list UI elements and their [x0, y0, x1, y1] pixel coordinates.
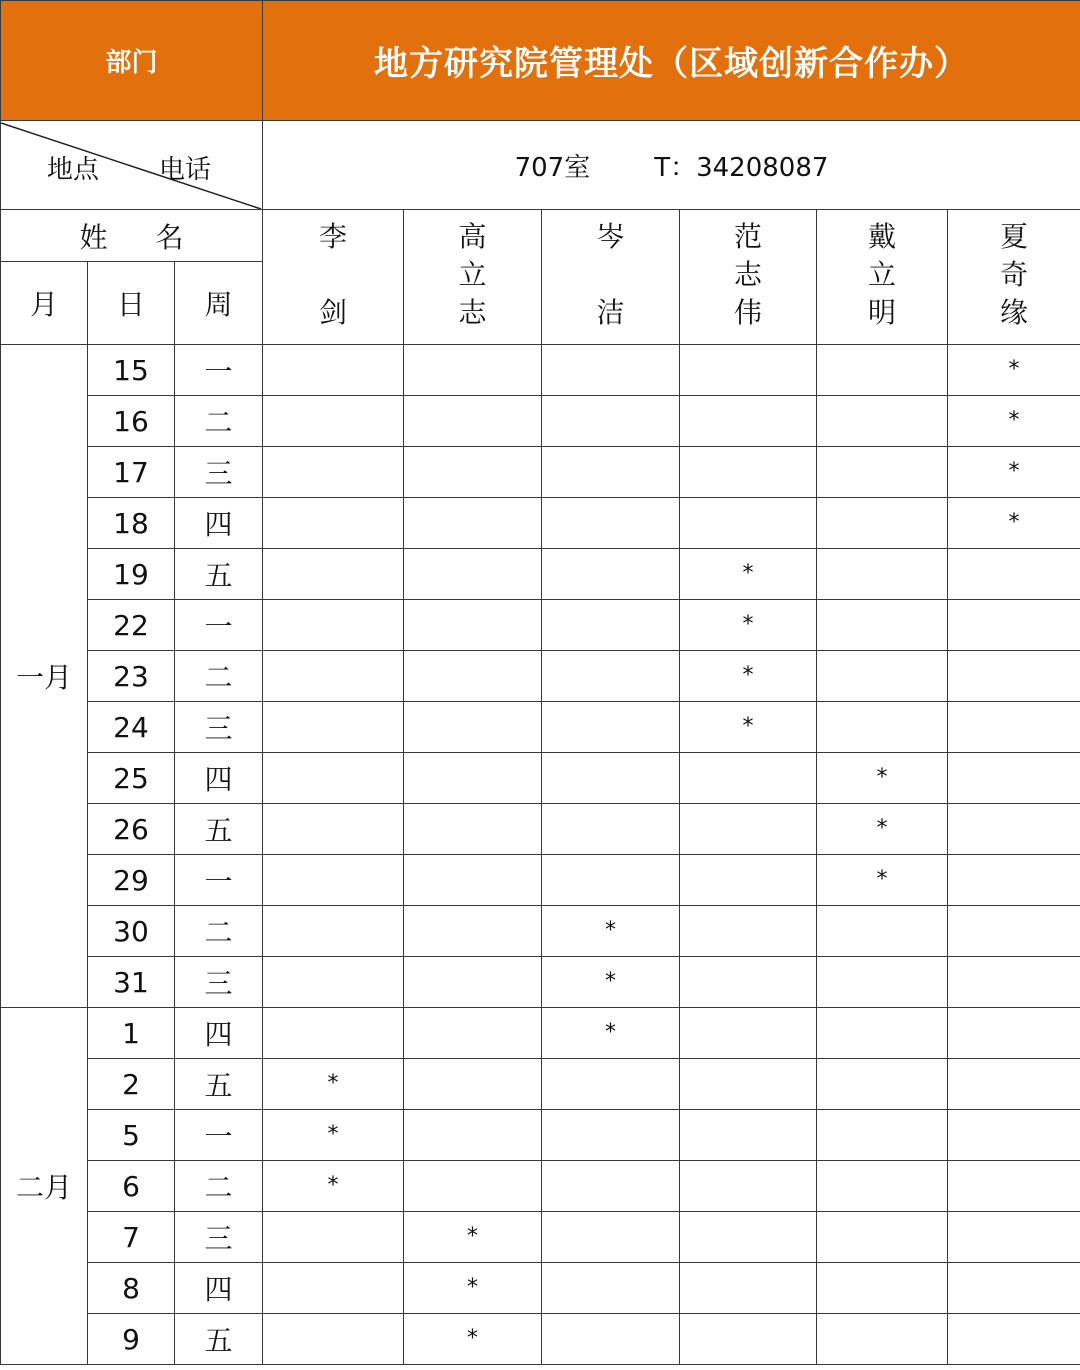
weekday-column-label: 周: [175, 262, 263, 345]
duty-cell: [948, 345, 1080, 396]
day-cell: 5: [88, 1110, 175, 1161]
duty-cell: [680, 1212, 817, 1263]
month-cell: 一月: [1, 345, 88, 1008]
duty-cell: [948, 396, 1080, 447]
duty-cell: [542, 600, 680, 651]
day-row: [1, 447, 1080, 498]
duty-cell: [542, 753, 680, 804]
duty-cell: [404, 855, 542, 906]
duty-cell: [542, 1110, 680, 1161]
duty-mark: *: [605, 1019, 616, 1045]
duty-cell: [680, 651, 817, 702]
duty-cell: [817, 702, 948, 753]
person-name-char: 夏: [1000, 220, 1029, 253]
duty-cell: [404, 1110, 542, 1161]
day-row: [1, 345, 1080, 396]
duty-cell: [263, 1212, 404, 1263]
duty-cell: [404, 498, 542, 549]
day-cell: 15: [88, 345, 175, 396]
duty-cell: [680, 549, 817, 600]
duty-cell: [817, 855, 948, 906]
day-row: [1, 1059, 1080, 1110]
duty-cell: [263, 1161, 404, 1212]
day-cell: 6: [88, 1161, 175, 1212]
duty-cell: [817, 804, 948, 855]
duty-cell: [542, 1008, 680, 1059]
day-row: [1, 651, 1080, 702]
day-column-label: 日: [88, 262, 175, 345]
name-label-row: [1, 210, 1080, 262]
day-cell: 9: [88, 1314, 175, 1365]
day-cell: 2: [88, 1059, 175, 1110]
duty-mark: *: [467, 1325, 478, 1351]
duty-cell: [542, 1161, 680, 1212]
duty-mark: *: [467, 1223, 478, 1249]
duty-mark: *: [876, 815, 888, 841]
duty-cell: [263, 702, 404, 753]
duty-cell: [680, 804, 817, 855]
duty-mark: *: [876, 866, 888, 892]
duty-mark: *: [742, 611, 754, 637]
duty-cell: [948, 1059, 1080, 1110]
person-header-1: [263, 210, 404, 345]
weekday-cell: 三: [175, 447, 263, 498]
duty-cell: [263, 804, 404, 855]
duty-mark: *: [1008, 458, 1020, 484]
month-cell: 二月: [1, 1008, 88, 1365]
weekday-cell: 一: [175, 600, 263, 651]
duty-cell: [263, 1059, 404, 1110]
duty-cell: [817, 549, 948, 600]
duty-cell: [542, 1263, 680, 1314]
duty-cell: [948, 702, 1080, 753]
person-header-5: [817, 210, 948, 345]
dept-label: 部门: [1, 1, 263, 121]
duty-cell: [542, 957, 680, 1008]
weekday-cell: 二: [175, 1161, 263, 1212]
day-row: [1, 804, 1080, 855]
day-cell: 23: [88, 651, 175, 702]
duty-cell: [948, 753, 1080, 804]
location-phone-header-cell: [1, 121, 263, 210]
weekday-cell: 五: [175, 1314, 263, 1365]
duty-cell: [948, 855, 1080, 906]
duty-cell: [680, 855, 817, 906]
duty-cell: [263, 753, 404, 804]
duty-cell: [263, 549, 404, 600]
day-row: [1, 1110, 1080, 1161]
person-header-2: [404, 210, 542, 345]
duty-cell: [817, 651, 948, 702]
duty-cell: [263, 447, 404, 498]
duty-mark: *: [1008, 407, 1020, 433]
duty-cell: [542, 1059, 680, 1110]
person-name-char: 奇: [1000, 258, 1029, 291]
duty-cell: [680, 345, 817, 396]
duty-cell: [817, 1212, 948, 1263]
duty-cell: [948, 498, 1080, 549]
duty-cell: [680, 396, 817, 447]
duty-cell: [817, 600, 948, 651]
day-row: [1, 1314, 1080, 1365]
room-number: 707室: [514, 152, 591, 183]
duty-cell: [263, 1110, 404, 1161]
duty-cell: [263, 957, 404, 1008]
duty-cell: [817, 447, 948, 498]
weekday-cell: 三: [175, 1212, 263, 1263]
duty-cell: [817, 345, 948, 396]
person-header-4: [680, 210, 817, 345]
duty-cell: [680, 1263, 817, 1314]
duty-cell: [404, 957, 542, 1008]
weekday-cell: 五: [175, 804, 263, 855]
person-name-char: 剑: [318, 296, 347, 329]
duty-cell: [680, 1161, 817, 1212]
weekday-cell: 四: [175, 1008, 263, 1059]
duty-cell: [680, 600, 817, 651]
duty-cell: [680, 1059, 817, 1110]
duty-cell: [263, 1314, 404, 1365]
weekday-cell: 五: [175, 549, 263, 600]
duty-cell: [404, 600, 542, 651]
day-cell: 31: [88, 957, 175, 1008]
duty-cell: [404, 396, 542, 447]
location-label: 地点: [47, 155, 100, 185]
duty-cell: [542, 855, 680, 906]
duty-cell: [817, 1059, 948, 1110]
duty-cell: [948, 651, 1080, 702]
duty-cell: [948, 1263, 1080, 1314]
duty-cell: [948, 906, 1080, 957]
weekday-cell: 二: [175, 906, 263, 957]
duty-cell: [404, 549, 542, 600]
duty-mark: *: [467, 1274, 478, 1300]
duty-cell: [404, 753, 542, 804]
person-name-char: 李: [318, 220, 347, 253]
phone-number: T：34208087: [654, 152, 829, 183]
duty-cell: [817, 957, 948, 1008]
person-name-char: 岑: [596, 220, 625, 253]
day-cell: 17: [88, 447, 175, 498]
header-row: [1, 1, 1080, 121]
duty-cell: [542, 1212, 680, 1263]
duty-cell: [680, 1314, 817, 1365]
duty-cell: [680, 1008, 817, 1059]
duty-cell: [263, 1008, 404, 1059]
duty-cell: [948, 549, 1080, 600]
duty-cell: [542, 702, 680, 753]
day-cell: 18: [88, 498, 175, 549]
duty-cell: [948, 600, 1080, 651]
duty-cell: [542, 345, 680, 396]
duty-cell: [680, 906, 817, 957]
weekday-cell: 一: [175, 1110, 263, 1161]
day-row: [1, 957, 1080, 1008]
day-cell: 26: [88, 804, 175, 855]
person-name-char: 志: [458, 296, 487, 329]
day-row: [1, 396, 1080, 447]
day-cell: 7: [88, 1212, 175, 1263]
weekday-cell: 三: [175, 957, 263, 1008]
duty-cell: [542, 396, 680, 447]
duty-cell: [680, 498, 817, 549]
duty-cell: [680, 1110, 817, 1161]
duty-cell: [542, 498, 680, 549]
weekday-cell: 四: [175, 753, 263, 804]
duty-cell: [680, 447, 817, 498]
duty-mark: *: [876, 764, 888, 790]
duty-mark: *: [1008, 356, 1020, 382]
duty-cell: [817, 1314, 948, 1365]
duty-cell: [404, 1059, 542, 1110]
name-label: 姓名: [1, 210, 263, 262]
contact-row: [1, 121, 1080, 210]
duty-cell: [404, 651, 542, 702]
person-name-char: 缘: [1000, 296, 1029, 329]
duty-cell: [817, 1008, 948, 1059]
day-cell: 1: [88, 1008, 175, 1059]
duty-cell: [404, 804, 542, 855]
day-row: [1, 855, 1080, 906]
weekday-cell: 一: [175, 345, 263, 396]
dept-name: 地方研究院管理处（区域创新合作办）: [263, 1, 1080, 121]
diagonal-divider: [1, 121, 263, 209]
person-name-char: 立: [867, 258, 896, 291]
person-name-char: 立: [458, 258, 487, 291]
person-name-char: 洁: [596, 296, 625, 329]
weekday-cell: 二: [175, 651, 263, 702]
duty-cell: [948, 1110, 1080, 1161]
duty-cell: [817, 753, 948, 804]
day-row: [1, 1161, 1080, 1212]
duty-cell: [948, 804, 1080, 855]
duty-cell: [680, 753, 817, 804]
duty-cell: [404, 1212, 542, 1263]
person-name-char: 戴: [867, 220, 896, 253]
duty-mark: *: [742, 560, 754, 586]
day-cell: 8: [88, 1263, 175, 1314]
duty-cell: [817, 1263, 948, 1314]
person-name-char: 伟: [733, 296, 762, 329]
duty-cell: [404, 1008, 542, 1059]
day-cell: 19: [88, 549, 175, 600]
duty-cell: [542, 1314, 680, 1365]
phone-label: 电话: [159, 155, 212, 185]
duty-mark: *: [1008, 509, 1020, 535]
weekday-cell: 二: [175, 396, 263, 447]
duty-mark: *: [605, 917, 616, 943]
day-cell: 22: [88, 600, 175, 651]
day-cell: 30: [88, 906, 175, 957]
person-name-char: 范: [733, 220, 762, 253]
day-row: [1, 1212, 1080, 1263]
duty-cell: [263, 600, 404, 651]
duty-cell: [542, 651, 680, 702]
weekday-cell: 三: [175, 702, 263, 753]
weekday-cell: 四: [175, 1263, 263, 1314]
duty-cell: [680, 702, 817, 753]
day-row: [1, 906, 1080, 957]
duty-cell: [948, 447, 1080, 498]
duty-mark: *: [327, 1121, 339, 1147]
month-column-label: 月: [1, 262, 88, 345]
person-name-char: 高: [458, 220, 487, 253]
duty-cell: [263, 345, 404, 396]
duty-cell: [948, 1212, 1080, 1263]
duty-cell: [404, 702, 542, 753]
day-row: [1, 1008, 1080, 1059]
duty-cell: [817, 396, 948, 447]
duty-cell: [680, 957, 817, 1008]
duty-cell: [948, 957, 1080, 1008]
duty-cell: [263, 1263, 404, 1314]
duty-cell: [404, 906, 542, 957]
day-cell: 16: [88, 396, 175, 447]
duty-cell: [817, 498, 948, 549]
duty-cell: [542, 804, 680, 855]
duty-cell: [404, 1314, 542, 1365]
duty-mark: *: [327, 1172, 339, 1198]
duty-mark: *: [327, 1070, 339, 1096]
duty-cell: [404, 447, 542, 498]
day-row: [1, 498, 1080, 549]
duty-cell: [263, 396, 404, 447]
duty-cell: [404, 1263, 542, 1314]
weekday-cell: 四: [175, 498, 263, 549]
day-row: [1, 753, 1080, 804]
duty-cell: [948, 1161, 1080, 1212]
person-header-3: [542, 210, 680, 345]
duty-cell: [263, 498, 404, 549]
duty-cell: [542, 447, 680, 498]
person-header-6: [948, 210, 1080, 345]
duty-cell: [404, 1161, 542, 1212]
day-cell: 29: [88, 855, 175, 906]
duty-cell: [817, 906, 948, 957]
duty-cell: [948, 1008, 1080, 1059]
person-name-char: 志: [733, 258, 762, 291]
duty-mark: *: [605, 968, 616, 994]
duty-cell: [263, 651, 404, 702]
day-cell: 24: [88, 702, 175, 753]
duty-cell: [542, 906, 680, 957]
duty-mark: *: [742, 662, 754, 688]
day-row: [1, 1263, 1080, 1314]
duty-cell: [948, 1314, 1080, 1365]
weekday-cell: 一: [175, 855, 263, 906]
duty-mark: *: [742, 713, 754, 739]
weekday-cell: 五: [175, 1059, 263, 1110]
duty-cell: [817, 1110, 948, 1161]
day-row: [1, 702, 1080, 753]
day-row: [1, 600, 1080, 651]
day-row: [1, 549, 1080, 600]
duty-cell: [817, 1161, 948, 1212]
duty-cell: [542, 549, 680, 600]
duty-cell: [263, 906, 404, 957]
day-cell: 25: [88, 753, 175, 804]
duty-cell: [263, 855, 404, 906]
contact-info: [263, 121, 1080, 210]
person-name-char: 明: [867, 296, 896, 329]
duty-cell: [404, 345, 542, 396]
